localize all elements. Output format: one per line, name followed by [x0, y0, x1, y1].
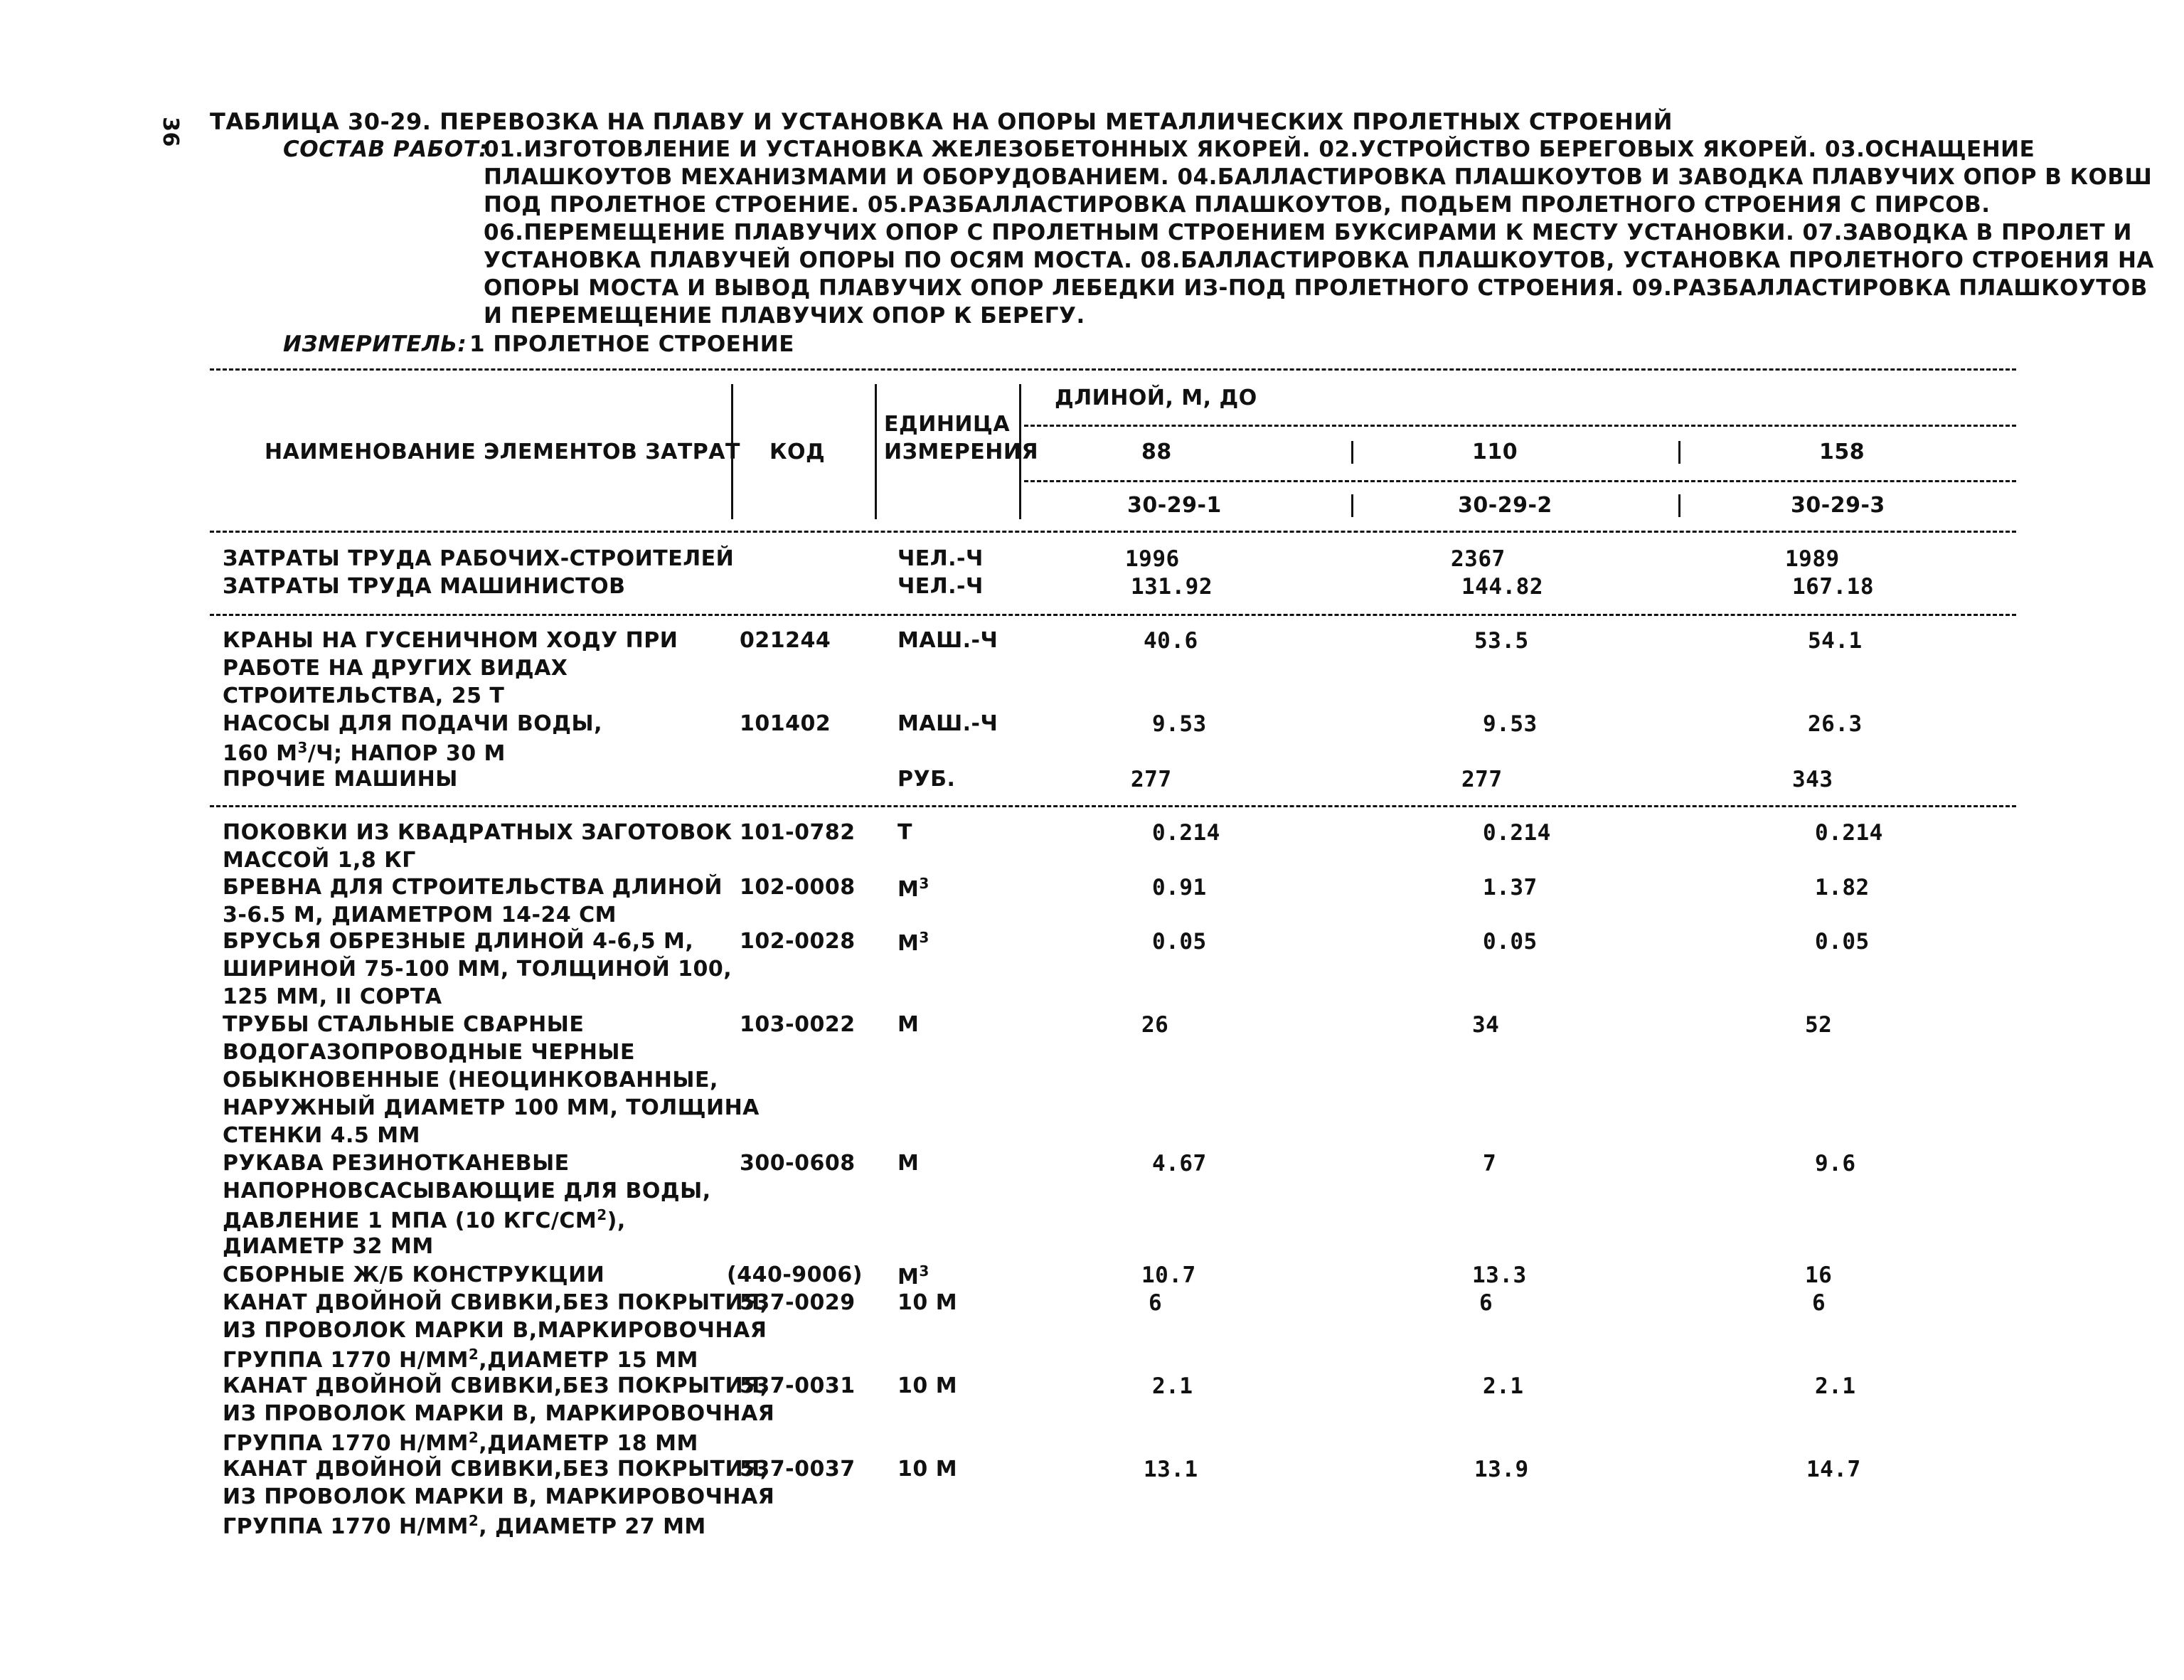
material-name: ИЗ ПРОВОЛОК МАРКИ В, МАРКИРОВОЧНАЯ — [223, 1401, 775, 1426]
material-value: 14.7 — [1806, 1457, 1861, 1482]
material-name: ГРУППА 1770 Н/ММ — [223, 1514, 469, 1539]
material-value: 2.1 — [1152, 1373, 1193, 1399]
labor-unit: ЧЕЛ.-Ч — [897, 546, 984, 571]
header-code-30-29-1: 30-29-1 — [1127, 493, 1222, 518]
material-unit: 10 М — [897, 1373, 958, 1398]
machine-value: 26.3 — [1808, 711, 1863, 737]
material-unit-line — [897, 929, 929, 956]
machine-code: 021244 — [740, 628, 831, 653]
composition-line: И ПЕРЕМЕЩЕНИЕ ПЛАВУЧИХ ОПОР К БЕРЕГУ. — [484, 303, 1085, 329]
material-name: КАНАТ ДВОЙНОЙ СВИВКИ,БЕЗ ПОКРЫТИЯ, — [223, 1290, 769, 1315]
material-value: 52 — [1805, 1012, 1833, 1038]
material-name: ТРУБЫ СТАЛЬНЫЕ СВАРНЫЕ — [223, 1012, 585, 1037]
material-name: КАНАТ ДВОЙНОЙ СВИВКИ,БЕЗ ПОКРЫТИЯ, — [223, 1457, 769, 1482]
page-number: 36 — [157, 117, 183, 147]
material-value: 13.1 — [1144, 1457, 1198, 1482]
material-name: ГРУППА 1770 Н/ММ — [223, 1431, 469, 1456]
material-unit: 10 М — [897, 1290, 958, 1315]
labor-name: ЗАТРАТЫ ТРУДА МАШИНИСТОВ — [223, 574, 626, 599]
material-unit: М — [897, 877, 920, 902]
header-code-30-29-3: 30-29-3 — [1791, 493, 1885, 518]
material-value: 0.05 — [1815, 929, 1870, 955]
material-name: БРЕВНА ДЛЯ СТРОИТЕЛЬСТВА ДЛИНОЙ — [223, 875, 723, 900]
superscript: 3 — [919, 929, 929, 946]
header-code-30-29-2: 30-29-2 — [1458, 493, 1552, 518]
header-rule-codes — [1024, 480, 2016, 482]
machine-value: 277 — [1461, 767, 1503, 792]
header-length-110: 110 — [1472, 440, 1518, 464]
labor-value: 144.82 — [1461, 574, 1543, 600]
table-title: ТАБЛИЦА 30-29. ПЕРЕВОЗКА НА ПЛАВУ И УСТАНОВКА НА ОПОРЫ МЕТАЛЛИЧЕСКИХ ПРОЛЕТНЫХ СТРОЕНИЙ — [210, 108, 1673, 135]
machine-value: 53.5 — [1474, 628, 1529, 654]
header-length-158: 158 — [1819, 440, 1865, 464]
machine-name: 160 М — [223, 741, 298, 766]
material-name: ,ДИАМЕТР 15 ММ — [479, 1348, 698, 1373]
material-value: 6 — [1149, 1290, 1163, 1316]
material-code: 102-0008 — [740, 875, 856, 900]
material-name: , ДИАМЕТР 27 ММ — [479, 1514, 706, 1539]
material-name: ВОДОГАЗОПРОВОДНЫЕ ЧЕРНЫЕ — [223, 1040, 635, 1065]
superscript: 2 — [468, 1429, 479, 1446]
material-name: СТЕНКИ 4.5 ММ — [223, 1123, 420, 1148]
material-name: ), — [607, 1208, 626, 1233]
superscript: 2 — [597, 1206, 607, 1223]
header-unit-col: ИЗМЕРЕНИЯ — [884, 440, 1039, 464]
machine-value: 54.1 — [1808, 628, 1863, 654]
material-value: 6 — [1479, 1290, 1493, 1316]
material-unit: М — [897, 1012, 920, 1037]
material-name-line — [223, 1429, 698, 1456]
material-name: ОБЫКНОВЕННЫЕ (НЕОЦИНКОВАННЫЕ, — [223, 1068, 718, 1092]
machine-name: НАСОСЫ ДЛЯ ПОДАЧИ ВОДЫ, — [223, 711, 602, 736]
header-divider — [875, 384, 877, 519]
header-name-col: НАИМЕНОВАНИЕ ЭЛЕМЕНТОВ ЗАТРАТ — [265, 440, 740, 464]
material-name: КАНАТ ДВОЙНОЙ СВИВКИ,БЕЗ ПОКРЫТИЯ, — [223, 1373, 769, 1398]
material-value: 34 — [1472, 1012, 1500, 1038]
section-rule — [210, 614, 2016, 616]
meter-label: ИЗМЕРИТЕЛЬ: — [283, 331, 467, 357]
superscript: 2 — [468, 1512, 479, 1529]
material-value: 26 — [1141, 1012, 1169, 1038]
material-value: 10.7 — [1141, 1262, 1196, 1288]
labor-value: 131.92 — [1131, 574, 1213, 600]
material-code: 537-0029 — [740, 1290, 856, 1315]
material-name-line — [223, 1512, 706, 1539]
material-code: 102-0028 — [740, 929, 856, 954]
header-rule-lengths — [1024, 425, 2016, 427]
labor-value: 167.18 — [1792, 574, 1874, 600]
material-name: 125 ММ, II СОРТА — [223, 984, 442, 1009]
machine-code: 101402 — [740, 711, 831, 736]
header-length-88: 88 — [1141, 440, 1172, 464]
material-value: 13.9 — [1474, 1457, 1529, 1482]
machine-name: СТРОИТЕЛЬСТВА, 25 Т — [223, 684, 505, 708]
material-code: 101-0782 — [740, 820, 856, 845]
material-value: 1.82 — [1815, 875, 1870, 900]
material-name: ДАВЛЕНИЕ 1 МПА (10 КГС/СМ — [223, 1208, 597, 1233]
labor-value: 1996 — [1125, 546, 1180, 572]
material-name-line — [223, 1346, 698, 1373]
machine-value: 9.53 — [1483, 711, 1538, 737]
header-length-label: ДЛИНОЙ, М, ДО — [1055, 386, 1257, 410]
machine-name: /Ч; НАПОР 30 М — [307, 741, 506, 766]
material-name: БРУСЬЯ ОБРЕЗНЫЕ ДЛИНОЙ 4-6,5 М, — [223, 929, 694, 954]
material-value: 2.1 — [1815, 1373, 1856, 1399]
material-code: 537-0037 — [740, 1457, 856, 1482]
machine-name: КРАНЫ НА ГУСЕНИЧНОМ ХОДУ ПРИ — [223, 628, 678, 653]
superscript: 3 — [919, 1262, 929, 1280]
machine-name-line — [223, 739, 506, 766]
material-code: 103-0022 — [740, 1012, 856, 1037]
material-code: 537-0031 — [740, 1373, 856, 1398]
machine-value: 277 — [1131, 767, 1172, 792]
material-unit: М — [897, 931, 920, 956]
material-name: НАПОРНОВСАСЫВАЮЩИЕ ДЛЯ ВОДЫ, — [223, 1179, 711, 1203]
header-divider — [1678, 494, 1680, 517]
material-value: 7 — [1483, 1151, 1497, 1176]
composition-line: УСТАНОВКА ПЛАВУЧЕЙ ОПОРЫ ПО ОСЯМ МОСТА. 08.БАЛЛАСТИРОВКА ПЛАШКОУТОВ, УСТАНОВКА ПРОЛЕТНОГО СТРОЕНИЯ НА — [484, 248, 2154, 273]
machine-unit: МАШ.-Ч — [897, 628, 998, 653]
header-unit-col: ЕДИНИЦА — [884, 412, 1011, 437]
material-name: МАССОЙ 1,8 КГ — [223, 848, 416, 873]
material-unit-line — [897, 875, 929, 902]
section-rule — [210, 805, 2016, 807]
header-divider — [1678, 441, 1680, 464]
labor-value: 2367 — [1451, 546, 1506, 572]
material-value: 0.91 — [1152, 875, 1207, 900]
machine-value: 343 — [1792, 767, 1833, 792]
composition-line: ОПОРЫ МОСТА И ВЫВОД ПЛАВУЧИХ ОПОР ЛЕБЕДКИ ИЗ-ПОД ПРОЛЕТНОГО СТРОЕНИЯ. 09.РАЗБАЛЛАСТИРОВКА ПЛАШКОУТОВ — [484, 275, 2148, 301]
material-value: 6 — [1812, 1290, 1826, 1316]
material-value: 9.6 — [1815, 1151, 1856, 1176]
material-value: 1.37 — [1483, 875, 1538, 900]
machine-name: ПРОЧИЕ МАШИНЫ — [223, 767, 458, 792]
material-unit: М — [897, 1265, 920, 1290]
header-divider — [1351, 441, 1353, 464]
header-code-col: КОД — [769, 440, 826, 464]
material-value: 0.05 — [1483, 929, 1538, 955]
header-divider — [1351, 494, 1353, 517]
labor-unit: ЧЕЛ.-Ч — [897, 574, 984, 599]
material-name: РУКАВА РЕЗИНОТКАНЕВЫЕ — [223, 1151, 570, 1176]
material-name: ИЗ ПРОВОЛОК МАРКИ В,МАРКИРОВОЧНАЯ — [223, 1318, 767, 1343]
material-name: ,ДИАМЕТР 18 ММ — [479, 1431, 698, 1456]
material-value: 2.1 — [1483, 1373, 1524, 1399]
header-bottom-rule — [210, 531, 2016, 533]
machine-value: 9.53 — [1152, 711, 1207, 737]
material-value: 16 — [1805, 1262, 1833, 1288]
machine-value: 40.6 — [1144, 628, 1198, 654]
labor-name: ЗАТРАТЫ ТРУДА РАБОЧИХ-СТРОИТЕЛЕЙ — [223, 546, 735, 571]
composition-line: 06.ПЕРЕМЕЩЕНИЕ ПЛАВУЧИХ ОПОР С ПРОЛЕТНЫМ СТРОЕНИЕМ БУКСИРАМИ К МЕСТУ УСТАНОВКИ. 07.ЗАВОДКА В ПРОЛЕТ И — [484, 220, 2132, 245]
material-unit: Т — [897, 820, 912, 845]
material-value: 0.214 — [1483, 820, 1551, 846]
material-name: ШИРИНОЙ 75-100 ММ, ТОЛЩИНОЙ 100, — [223, 957, 733, 982]
composition-label: СОСТАВ РАБОТ: — [283, 137, 489, 162]
machine-name: РАБОТЕ НА ДРУГИХ ВИДАХ — [223, 656, 568, 681]
material-value: 0.214 — [1152, 820, 1220, 846]
labor-value: 1989 — [1785, 546, 1840, 572]
superscript: 3 — [297, 739, 308, 756]
material-name: ПОКОВКИ ИЗ КВАДРАТНЫХ ЗАГОТОВОК — [223, 820, 733, 845]
material-name: СБОРНЫЕ Ж/Б КОНСТРУКЦИИ — [223, 1262, 605, 1287]
material-unit-line — [897, 1262, 929, 1290]
material-name-line — [223, 1206, 626, 1233]
material-name: ИЗ ПРОВОЛОК МАРКИ В, МАРКИРОВОЧНАЯ — [223, 1484, 775, 1509]
machine-unit: РУБ. — [897, 767, 956, 792]
material-code: 300-0608 — [740, 1151, 856, 1176]
superscript: 2 — [468, 1346, 479, 1363]
material-value: 0.214 — [1815, 820, 1883, 846]
material-value: 4.67 — [1152, 1151, 1207, 1176]
material-name: ГРУППА 1770 Н/ММ — [223, 1348, 469, 1373]
material-unit: М — [897, 1151, 920, 1176]
material-unit: 10 М — [897, 1457, 958, 1482]
composition-line: 01.ИЗГОТОВЛЕНИЕ И УСТАНОВКА ЖЕЛЕЗОБЕТОННЫХ ЯКОРЕЙ. 02.УСТРОЙСТВО БЕРЕГОВЫХ ЯКОРЕЙ. 03.ОСНАЩЕНИЕ — [484, 137, 2035, 162]
superscript: 3 — [919, 875, 929, 892]
material-code: (440-9006) — [727, 1262, 863, 1287]
material-name: ДИАМЕТР 32 ММ — [223, 1234, 434, 1259]
composition-line: ПОД ПРОЛЕТНОЕ СТРОЕНИЕ. 05.РАЗБАЛЛАСТИРОВКА ПЛАШКОУТОВ, ПОДЬЕМ ПРОЛЕТНОГО СТРОЕНИЯ С ПИРСОВ. — [484, 192, 1991, 218]
machine-unit: МАШ.-Ч — [897, 711, 998, 736]
material-value: 0.05 — [1152, 929, 1207, 955]
meter-value: 1 ПРОЛЕТНОЕ СТРОЕНИЕ — [469, 331, 794, 357]
material-name: 3-6.5 М, ДИАМЕТРОМ 14-24 СМ — [223, 903, 617, 927]
material-value: 13.3 — [1472, 1262, 1527, 1288]
material-name: НАРУЖНЫЙ ДИАМЕТР 100 ММ, ТОЛЩИНА — [223, 1095, 760, 1120]
composition-line: ПЛАШКОУТОВ МЕХАНИЗМАМИ И ОБОРУДОВАНИЕМ. 04.БАЛЛАСТИРОВКА ПЛАШКОУТОВ И ЗАВОДКА ПЛАВУЧИХ ОПОР В КОВШ — [484, 164, 2153, 190]
table-top-rule — [210, 368, 2016, 371]
